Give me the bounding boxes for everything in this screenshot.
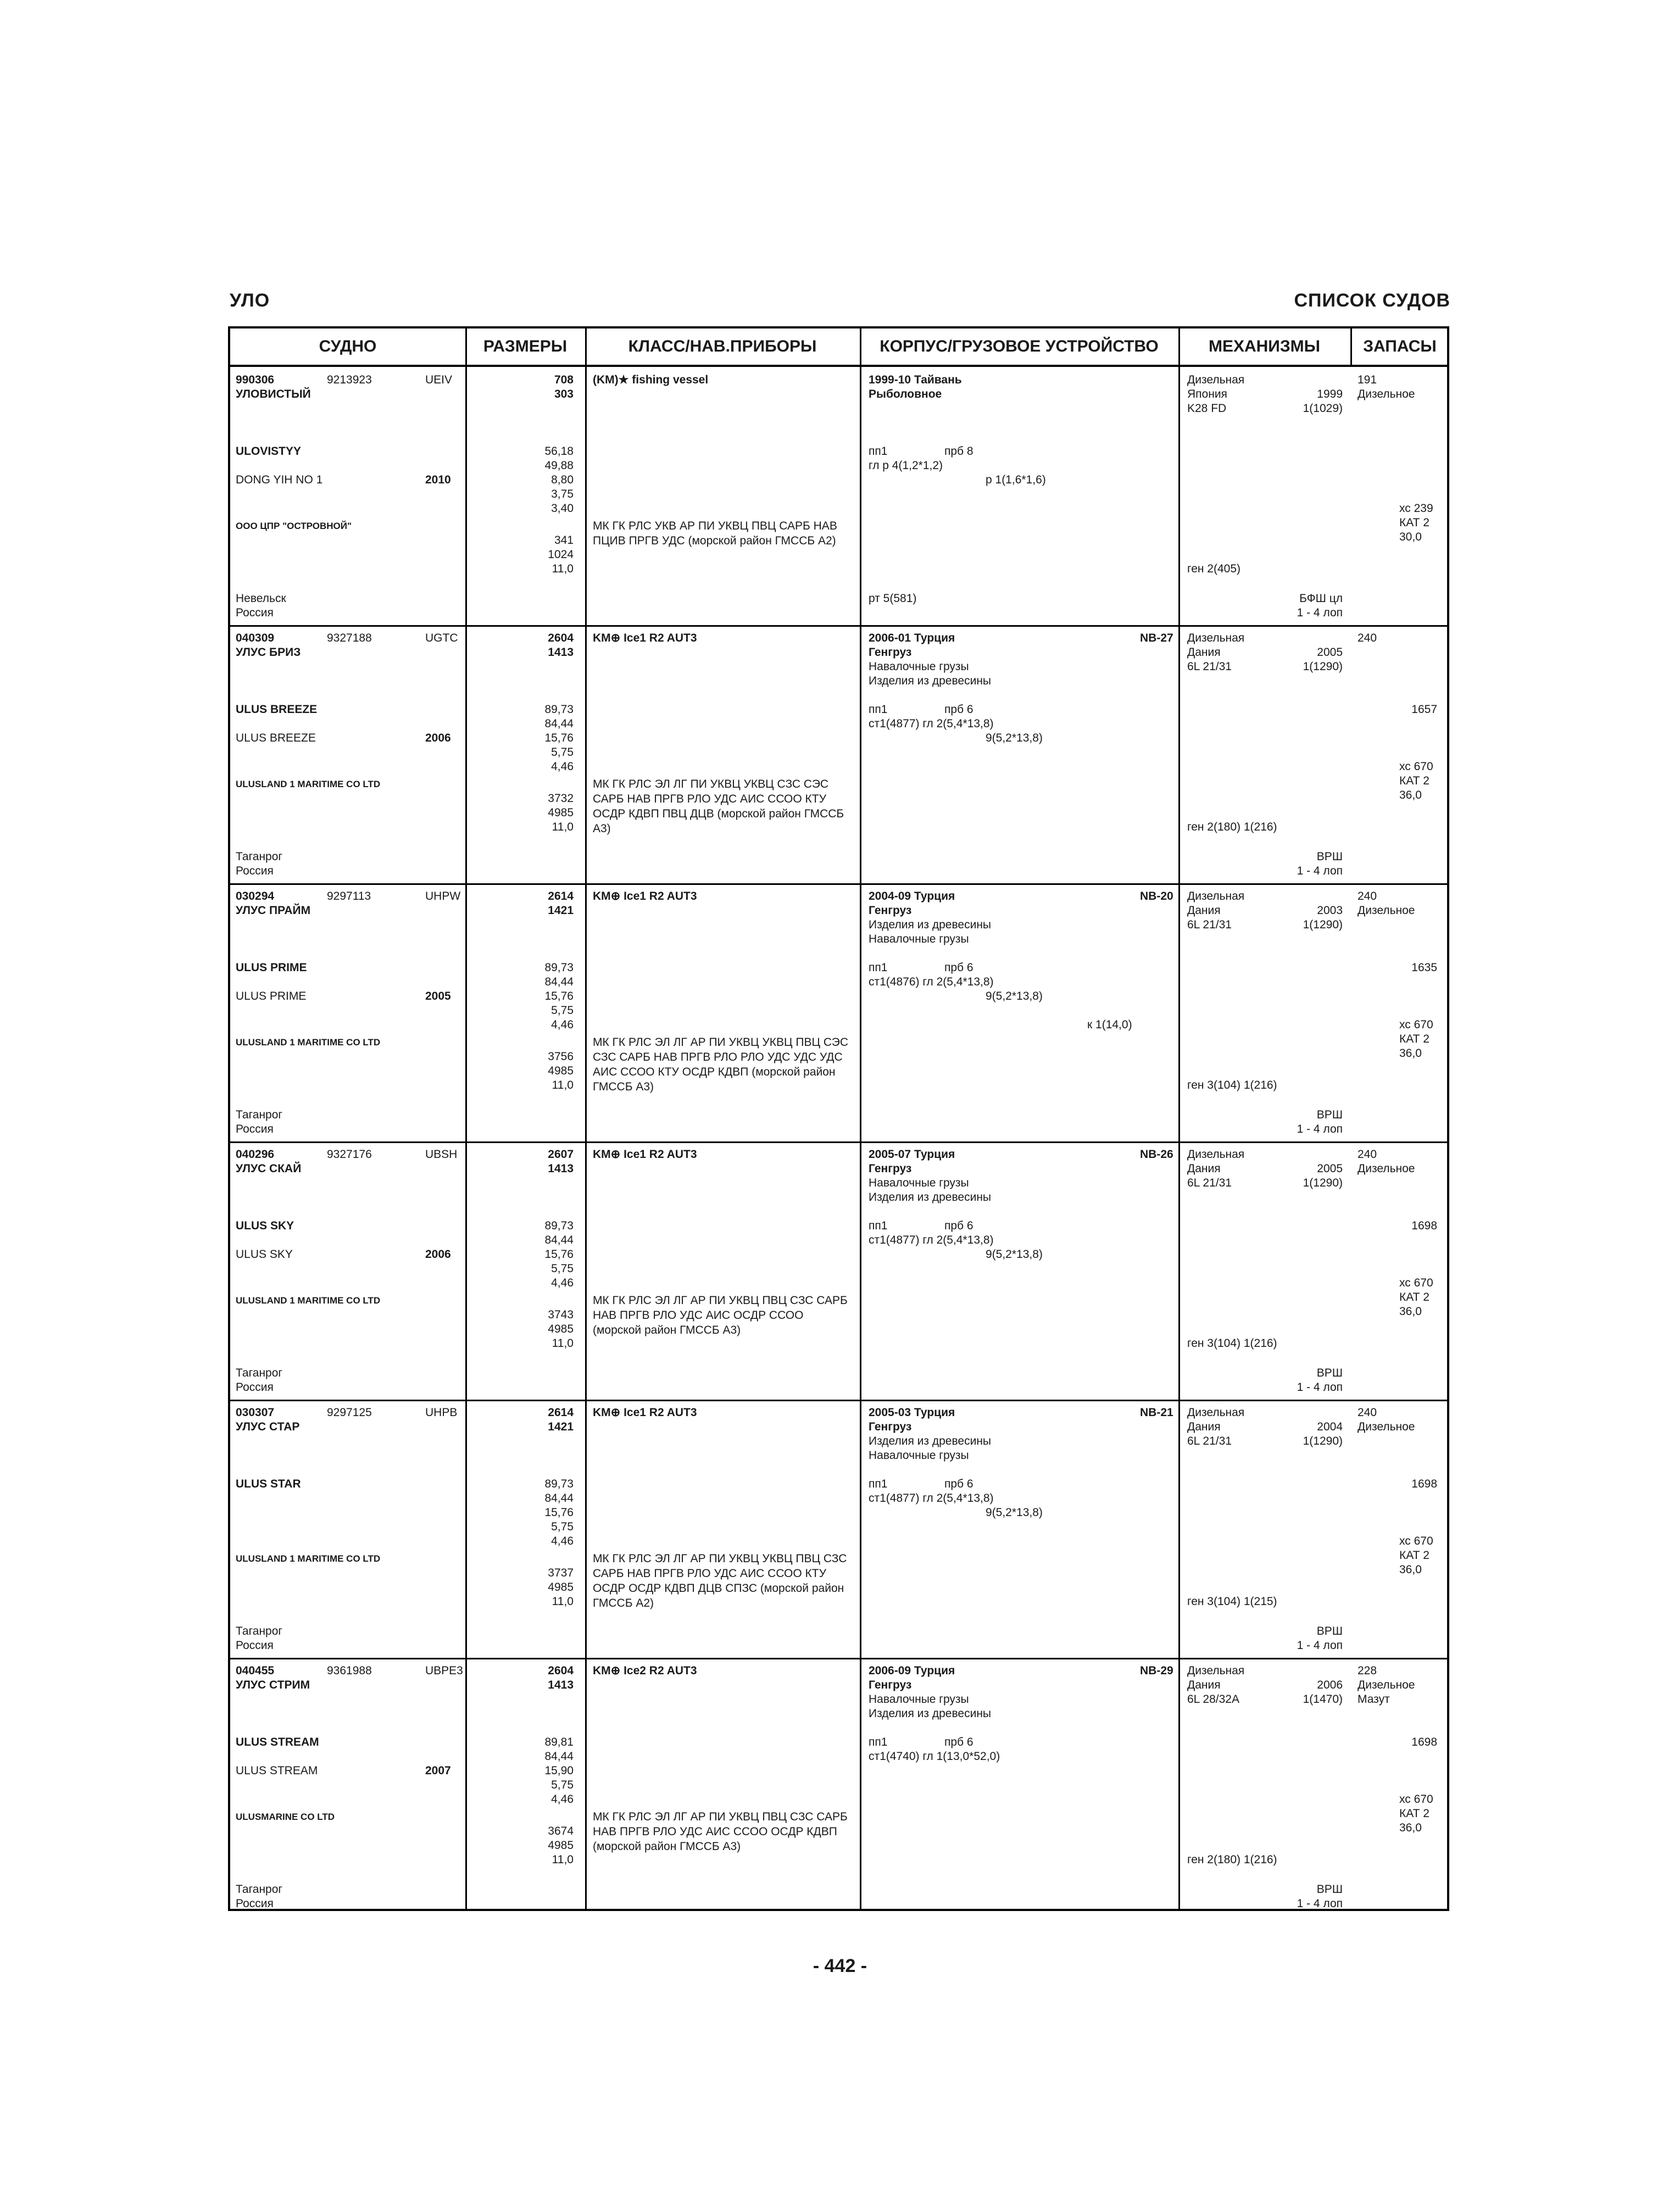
vessel-name-lat: ULUS STAR: [236, 1478, 301, 1490]
class-notation: KM⊕ Ice1 R2 AUT3: [593, 632, 697, 644]
flag-country: Россия: [236, 1639, 274, 1652]
nav-equipment: МК ГК РЛС ЭЛ ЛГ АР ПИ УКВЦ УКВЦ ПВЦ СЗС САРБ НАВ ПРГВ РЛО УДС АИС ССОО КТУ ОСДР ОСДР КДВП ДЦВ СПЗС (морской район ГМССБ А2): [593, 1552, 847, 1609]
nav-equipment: МК ГК РЛС ЭЛ ЛГ ПИ УКВЦ УКВЦ СЗС СЭС САРБ НАВ ПРГВ РЛО УДС АИС ССОО КТУ ОСДР КДВП ПВЦ ДЦВ (морской район ГМССБ А3): [593, 778, 844, 835]
gross-tonnage: 2614: [548, 1406, 574, 1419]
speed: 11,0: [552, 562, 574, 575]
deadweight: 4985: [548, 806, 574, 819]
bulkheads: прб 6: [944, 1478, 973, 1490]
vessel-record: [230, 625, 1447, 883]
flag-country: Россия: [236, 1897, 274, 1910]
class-notation: KM⊕ Ice1 R2 AUT3: [593, 1406, 697, 1419]
hatch-info-2: 9(5,2*13,8): [986, 1506, 1043, 1519]
category-value: 36,0: [1399, 789, 1422, 801]
engine-model: 6L 21/31: [1187, 918, 1232, 931]
engine-type: Дизельная: [1187, 632, 1245, 644]
breadth: 15,76: [544, 1248, 574, 1261]
hatch-info-2: р 1(1,6*1,6): [986, 473, 1046, 486]
previous-name: ULUS PRIME: [236, 990, 307, 1002]
previous-name: ULUS STREAM: [236, 1764, 318, 1777]
class-notation: (KM)★ fishing vessel: [593, 374, 709, 386]
previous-name-year: 2006: [425, 1248, 451, 1261]
deadweight-light: 3674: [548, 1825, 574, 1837]
record-divider: [230, 1400, 1447, 1401]
column-header-class: КЛАСС/НАВ.ПРИБОРЫ: [628, 337, 817, 355]
column-header-vessel: СУДНО: [319, 337, 377, 355]
cargo-type: Изделия из древесины: [869, 1435, 992, 1447]
length-pp: 84,44: [544, 1750, 574, 1763]
fuel-type: Дизельное: [1358, 1162, 1415, 1175]
imo-number: 9297125: [327, 1406, 372, 1419]
engine-type: Дизельная: [1187, 1148, 1245, 1161]
engine-power: 1(1290): [1303, 1177, 1343, 1189]
bulkheads: прб 6: [944, 1736, 973, 1748]
deadweight: 4985: [548, 1581, 574, 1594]
deadweight: 4985: [548, 1839, 574, 1852]
stores-crew: 228: [1358, 1664, 1377, 1677]
engine-power: 1(1470): [1303, 1693, 1343, 1706]
nav-equipment: МК ГК РЛС ЭЛ ЛГ АР ПИ УКВЦ ПВЦ СЗС САРБ НАВ ПРГВ РЛО УДС АИС ССОО ОСДР КДВП (морской район ГМССБ А3): [593, 1811, 848, 1853]
vessel-record: [230, 1141, 1447, 1400]
flag-country: Россия: [236, 606, 274, 619]
breadth: 15,76: [544, 1506, 574, 1519]
flag-country: Россия: [236, 865, 274, 877]
generators: ген 3(104) 1(215): [1187, 1595, 1277, 1608]
deck-count: пп1: [869, 445, 888, 458]
gross-tonnage: 2604: [548, 1664, 574, 1677]
nav-equipment: МК ГК РЛС ЭЛ ЛГ АР ПИ УКВЦ УКВЦ ПВЦ СЭС СЗС САРБ НАВ ПРГВ РЛО РЛО УДС УДС УДС АИС ССОО КТУ ОСДР КДВП (морской район ГМССБ А3): [593, 1036, 849, 1093]
deck-count: пп1: [869, 1478, 888, 1490]
generators: ген 2(180) 1(216): [1187, 821, 1277, 833]
engine-year: 2005: [1317, 1162, 1343, 1175]
owner-name: ULUSLAND 1 MARITIME CO LTD: [236, 1037, 381, 1048]
class-notation: KM⊕ Ice1 R2 AUT3: [593, 890, 697, 903]
vessel-type: Генгруз: [869, 1162, 912, 1175]
breadth: 8,80: [551, 473, 574, 486]
vessel-name-ru: УЛУС СТРИМ: [236, 1679, 310, 1691]
propeller: ВРШ: [1316, 850, 1343, 863]
column-header-machinery: МЕХАНИЗМЫ: [1208, 337, 1321, 355]
previous-name-year: 2007: [425, 1764, 451, 1777]
call-sign: UBSH: [425, 1148, 458, 1161]
engine-country: Япония: [1187, 388, 1227, 400]
draught: 4,46: [551, 1018, 574, 1031]
hull-number: NB-20: [1140, 890, 1173, 903]
length-pp: 84,44: [544, 976, 574, 988]
deadweight-light: 3756: [548, 1050, 574, 1063]
cargo-capacity: хс 239: [1399, 502, 1433, 515]
record-divider: [230, 625, 1447, 627]
deadweight: 4985: [548, 1065, 574, 1077]
hatch-info: гл р 4(1,2*1,2): [869, 459, 943, 472]
ship-register-table: [228, 326, 1449, 1911]
registry-number: 040309: [236, 632, 275, 644]
column-header-dimensions: РАЗМЕРЫ: [483, 337, 568, 355]
hull-number: NB-27: [1140, 632, 1173, 644]
net-tonnage: 1421: [548, 904, 574, 917]
column-headers: [230, 328, 1447, 367]
length-overall: 89,73: [544, 961, 574, 974]
bulkheads: прб 6: [944, 703, 973, 716]
stores-crew: 191: [1358, 374, 1377, 386]
cargo-capacity: хс 670: [1399, 1018, 1433, 1031]
generators: ген 2(180) 1(216): [1187, 1853, 1277, 1866]
deadweight-light: 341: [554, 534, 574, 547]
previous-name-year: 2005: [425, 990, 451, 1002]
net-tonnage: 1413: [548, 1162, 574, 1175]
home-port: Таганрог: [236, 1625, 283, 1637]
record-divider: [230, 883, 1447, 885]
engine-power: 1(1290): [1303, 660, 1343, 673]
owner-name: ULUSLAND 1 MARITIME CO LTD: [236, 1553, 381, 1564]
vessel-name-lat: ULUS STREAM: [236, 1736, 319, 1748]
depth: 5,75: [551, 746, 574, 759]
deadweight-light: 3737: [548, 1567, 574, 1579]
length-overall: 89,73: [544, 1219, 574, 1232]
propeller: ВРШ: [1316, 1883, 1343, 1896]
category: КАТ 2: [1399, 1033, 1429, 1045]
fuel-type: Дизельное: [1358, 388, 1415, 400]
vessel-name-ru: УЛОВИСТЫЙ: [236, 388, 311, 400]
breadth: 15,76: [544, 990, 574, 1002]
engine-country: Дания: [1187, 1679, 1221, 1691]
depth: 5,75: [551, 1779, 574, 1791]
cargo-type: Навалочные грузы: [869, 1693, 969, 1706]
bulkheads: прб 6: [944, 1219, 973, 1232]
stores-crew: 240: [1358, 1148, 1377, 1161]
vessel-name-lat: ULUS BREEZE: [236, 703, 318, 716]
cargo-type-2: Навалочные грузы: [869, 1449, 969, 1462]
generators: ген 2(405): [1187, 562, 1241, 575]
owner-name: ООО ЦПР "ОСТРОВНОЙ": [236, 521, 352, 531]
home-port: Таганрог: [236, 1883, 283, 1896]
vessel-name-ru: УЛУС БРИЗ: [236, 646, 301, 659]
length-overall: 89,81: [544, 1736, 574, 1748]
previous-name-year: 2006: [425, 732, 451, 744]
previous-name: DONG YIH NO 1: [236, 473, 323, 486]
hatch-info: ст1(4876) гл 2(5,4*13,8): [869, 976, 994, 988]
deck-count: пп1: [869, 703, 888, 716]
propeller-blades: 1 - 4 лоп: [1297, 1897, 1343, 1910]
engine-model: 6L 21/31: [1187, 1435, 1232, 1447]
engine-year: 2004: [1317, 1420, 1343, 1433]
registry-number: 040296: [236, 1148, 275, 1161]
column-header-stores: ЗАПАСЫ: [1363, 337, 1437, 355]
vessel-name-lat: ULOVISTYY: [236, 445, 302, 458]
vessel-record: [230, 883, 1447, 1141]
net-tonnage: 1421: [548, 1420, 574, 1433]
generators: ген 3(104) 1(216): [1187, 1079, 1277, 1091]
stores-crew: 240: [1358, 632, 1377, 644]
length-overall: 89,73: [544, 703, 574, 716]
category: КАТ 2: [1399, 516, 1429, 529]
vessel-type: Генгруз: [869, 646, 912, 659]
vessel-type: Генгруз: [869, 1420, 912, 1433]
build-date-place: 1999-10 Тайвань: [869, 374, 962, 386]
vessel-record: [230, 1400, 1447, 1658]
engine-year: 2005: [1317, 646, 1343, 659]
nav-equipment: МК ГК РЛС УКВ АР ПИ УКВЦ ПВЦ САРБ НАВ ПЦИВ ПРГВ УДС (морской район ГМССБ А2): [593, 520, 837, 547]
home-port: Таганрог: [236, 850, 283, 863]
cargo-capacity: хс 670: [1399, 1277, 1433, 1289]
speed: 11,0: [552, 821, 574, 833]
hatch-info-2: 9(5,2*13,8): [986, 990, 1043, 1002]
engine-country: Дания: [1187, 1162, 1221, 1175]
engine-year: 2003: [1317, 904, 1343, 917]
hatch-info: ст1(4877) гл 2(5,4*13,8): [869, 1492, 994, 1505]
category-value: 36,0: [1399, 1305, 1422, 1318]
engine-country: Дания: [1187, 904, 1221, 917]
vessel-record: [230, 367, 1447, 625]
class-notation: KM⊕ Ice1 R2 AUT3: [593, 1148, 697, 1161]
cargo-type-2: Изделия из древесины: [869, 1191, 992, 1204]
length-overall: 56,18: [544, 445, 574, 458]
net-tonnage: 303: [554, 388, 574, 400]
category-value: 30,0: [1399, 531, 1422, 543]
crane-info: к 1(14,0): [1087, 1018, 1132, 1031]
vessel-name-lat: ULUS SKY: [236, 1219, 294, 1232]
engine-type: Дизельная: [1187, 1406, 1245, 1419]
home-port: Таганрог: [236, 1108, 283, 1121]
fuel-type: Дизельное: [1358, 904, 1415, 917]
engine-year: 2006: [1317, 1679, 1343, 1691]
propeller-blades: 1 - 4 лоп: [1297, 606, 1343, 619]
fuel-type: Дизельное: [1358, 1679, 1415, 1691]
registry-number: 040455: [236, 1664, 275, 1677]
owner-name: ULUSLAND 1 MARITIME CO LTD: [236, 779, 381, 789]
engine-model: K28 FD: [1187, 402, 1227, 415]
class-notation: KM⊕ Ice2 R2 AUT3: [593, 1664, 697, 1677]
length-pp: 84,44: [544, 1234, 574, 1246]
deck-count: пп1: [869, 1736, 888, 1748]
stores-value: 1698: [1411, 1219, 1437, 1232]
cargo-capacity: хс 670: [1399, 760, 1433, 773]
propeller-blades: 1 - 4 лоп: [1297, 865, 1343, 877]
speed: 11,0: [552, 1853, 574, 1866]
build-date-place: 2004-09 Турция: [869, 890, 955, 903]
engine-power: 1(1290): [1303, 918, 1343, 931]
previous-name: ULUS SKY: [236, 1248, 293, 1261]
length-pp: 84,44: [544, 717, 574, 730]
owner-name: ULUSMARINE CO LTD: [236, 1812, 335, 1822]
deck-count: пп1: [869, 1219, 888, 1232]
gross-tonnage: 2607: [548, 1148, 574, 1161]
home-port: Невельск: [236, 592, 286, 605]
vessel-name-lat: ULUS PRIME: [236, 961, 307, 974]
hatch-info: ст1(4877) гл 2(5,4*13,8): [869, 1234, 994, 1246]
category: КАТ 2: [1399, 1291, 1429, 1303]
build-date-place: 2005-03 Турция: [869, 1406, 955, 1419]
registry-number: 990306: [236, 374, 275, 386]
deadweight-light: 3743: [548, 1308, 574, 1321]
cargo-type-2: Навалочные грузы: [869, 933, 969, 945]
section-header-right: СПИСОК СУДОВ: [1294, 290, 1450, 311]
stores-value: 1657: [1411, 703, 1437, 716]
flag-country: Россия: [236, 1381, 274, 1394]
breadth: 15,76: [544, 732, 574, 744]
home-port: Таганрог: [236, 1367, 283, 1379]
category: КАТ 2: [1399, 1549, 1429, 1562]
depth: 3,75: [551, 488, 574, 500]
bulkheads: прб 8: [944, 445, 973, 458]
stores-value: 1635: [1411, 961, 1437, 974]
cargo-type: Навалочные грузы: [869, 1177, 969, 1189]
draught: 4,46: [551, 1793, 574, 1806]
speed: 11,0: [552, 1337, 574, 1350]
depth: 5,75: [551, 1520, 574, 1533]
engine-power: 1(1029): [1303, 402, 1343, 415]
previous-name: ULUS BREEZE: [236, 732, 316, 744]
propeller: ВРШ: [1316, 1625, 1343, 1637]
engine-type: Дизельная: [1187, 1664, 1245, 1677]
cargo-type-2: Изделия из древесины: [869, 675, 992, 687]
gross-tonnage: 2604: [548, 632, 574, 644]
registry-number: 030294: [236, 890, 275, 903]
column-divider: [1350, 328, 1352, 365]
call-sign: UGTC: [425, 632, 458, 644]
fuel-type: Дизельное: [1358, 1420, 1415, 1433]
engine-model: 6L 21/31: [1187, 660, 1232, 673]
imo-number: 9213923: [327, 374, 372, 386]
cargo-type: Навалочные грузы: [869, 660, 969, 673]
depth: 5,75: [551, 1004, 574, 1017]
call-sign: UBPE3: [425, 1664, 463, 1677]
hatch-info-2: 9(5,2*13,8): [986, 732, 1043, 744]
registry-number: 030307: [236, 1406, 275, 1419]
stores-crew: 240: [1358, 890, 1377, 903]
hatch-info-2: 9(5,2*13,8): [986, 1248, 1043, 1261]
propeller: ВРШ: [1316, 1367, 1343, 1379]
imo-number: 9297113: [327, 890, 371, 903]
stores-value: 1698: [1411, 1736, 1437, 1748]
bulkheads: прб 6: [944, 961, 973, 974]
build-date-place: 2006-09 Турция: [869, 1664, 955, 1677]
previous-name-year: 2010: [425, 473, 451, 486]
deadweight: 4985: [548, 1323, 574, 1335]
vessel-record: [230, 1658, 1447, 1916]
engine-type: Дизельная: [1187, 374, 1245, 386]
propeller: ВРШ: [1316, 1108, 1343, 1121]
hull-extra: рт 5(581): [869, 592, 917, 605]
hull-number: NB-21: [1140, 1406, 1173, 1419]
hatch-info: ст1(4740) гл 1(13,0*52,0): [869, 1750, 1000, 1763]
owner-name: ULUSLAND 1 MARITIME CO LTD: [236, 1295, 381, 1306]
stores-value: 1698: [1411, 1478, 1437, 1490]
section-header-left: УЛО: [230, 290, 270, 311]
imo-number: 9327188: [327, 632, 372, 644]
deck-count: пп1: [869, 961, 888, 974]
call-sign: UEIV: [425, 374, 453, 386]
length-pp: 84,44: [544, 1492, 574, 1505]
imo-number: 9327176: [327, 1148, 372, 1161]
propeller-blades: 1 - 4 лоп: [1297, 1381, 1343, 1394]
page-number: - 442 -: [813, 1956, 867, 1976]
breadth: 15,90: [544, 1764, 574, 1777]
cargo-capacity: хс 670: [1399, 1535, 1433, 1547]
category-value: 36,0: [1399, 1047, 1422, 1060]
imo-number: 9361988: [327, 1664, 372, 1677]
hatch-info: ст1(4877) гл 2(5,4*13,8): [869, 717, 994, 730]
cargo-capacity: хс 670: [1399, 1793, 1433, 1806]
engine-power: 1(1290): [1303, 1435, 1343, 1447]
engine-model: 6L 21/31: [1187, 1177, 1232, 1189]
propeller-blades: 1 - 4 лоп: [1297, 1123, 1343, 1135]
call-sign: UHPB: [425, 1406, 458, 1419]
engine-country: Дания: [1187, 1420, 1221, 1433]
engine-country: Дания: [1187, 646, 1221, 659]
call-sign: UHPW: [425, 890, 461, 903]
cargo-type-2: Изделия из древесины: [869, 1707, 992, 1720]
category: КАТ 2: [1399, 775, 1429, 787]
propeller: БФШ цл: [1299, 592, 1343, 605]
engine-type: Дизельная: [1187, 890, 1245, 903]
category: КАТ 2: [1399, 1807, 1429, 1820]
hull-number: NB-26: [1140, 1148, 1173, 1161]
hull-number: NB-29: [1140, 1664, 1173, 1677]
deadweight-light: 3732: [548, 792, 574, 805]
record-divider: [230, 1658, 1447, 1659]
vessel-type: Рыболовное: [869, 388, 942, 400]
vessel-type: Генгруз: [869, 1679, 912, 1691]
engine-model: 6L 28/32A: [1187, 1693, 1239, 1706]
fuel-type-2: Мазут: [1358, 1693, 1390, 1706]
generators: ген 3(104) 1(216): [1187, 1337, 1277, 1350]
speed: 11,0: [552, 1595, 574, 1608]
vessel-name-ru: УЛУС СКАЙ: [236, 1162, 302, 1175]
vessel-name-ru: УЛУС СТАР: [236, 1420, 300, 1433]
build-date-place: 2005-07 Турция: [869, 1148, 955, 1161]
column-header-hull: КОРПУС/ГРУЗОВОЕ УСТРОЙСТВО: [880, 337, 1159, 355]
gross-tonnage: 708: [554, 374, 574, 386]
category-value: 36,0: [1399, 1821, 1422, 1834]
record-divider: [230, 1141, 1447, 1143]
draught: 4,46: [551, 1535, 574, 1547]
category-value: 36,0: [1399, 1563, 1422, 1576]
gross-tonnage: 2614: [548, 890, 574, 903]
length-overall: 89,73: [544, 1478, 574, 1490]
deadweight: 1024: [548, 548, 574, 561]
speed: 11,0: [552, 1079, 574, 1091]
vessel-type: Генгруз: [869, 904, 912, 917]
draught: 4,46: [551, 760, 574, 773]
build-date-place: 2006-01 Турция: [869, 632, 955, 644]
stores-crew: 240: [1358, 1406, 1377, 1419]
net-tonnage: 1413: [548, 1679, 574, 1691]
net-tonnage: 1413: [548, 646, 574, 659]
propeller-blades: 1 - 4 лоп: [1297, 1639, 1343, 1652]
draught: 4,46: [551, 1277, 574, 1289]
flag-country: Россия: [236, 1123, 274, 1135]
vessel-name-ru: УЛУС ПРАЙМ: [236, 904, 311, 917]
cargo-type: Изделия из древесины: [869, 918, 992, 931]
depth: 5,75: [551, 1262, 574, 1275]
engine-year: 1999: [1317, 388, 1343, 400]
length-pp: 49,88: [544, 459, 574, 472]
nav-equipment: МК ГК РЛС ЭЛ ЛГ АР ПИ УКВЦ ПВЦ СЗС САРБ НАВ ПРГВ РЛО УДС АИС ОСДР ССОО (морской район ГМССБ А3): [593, 1294, 848, 1336]
draught: 3,40: [551, 502, 574, 515]
